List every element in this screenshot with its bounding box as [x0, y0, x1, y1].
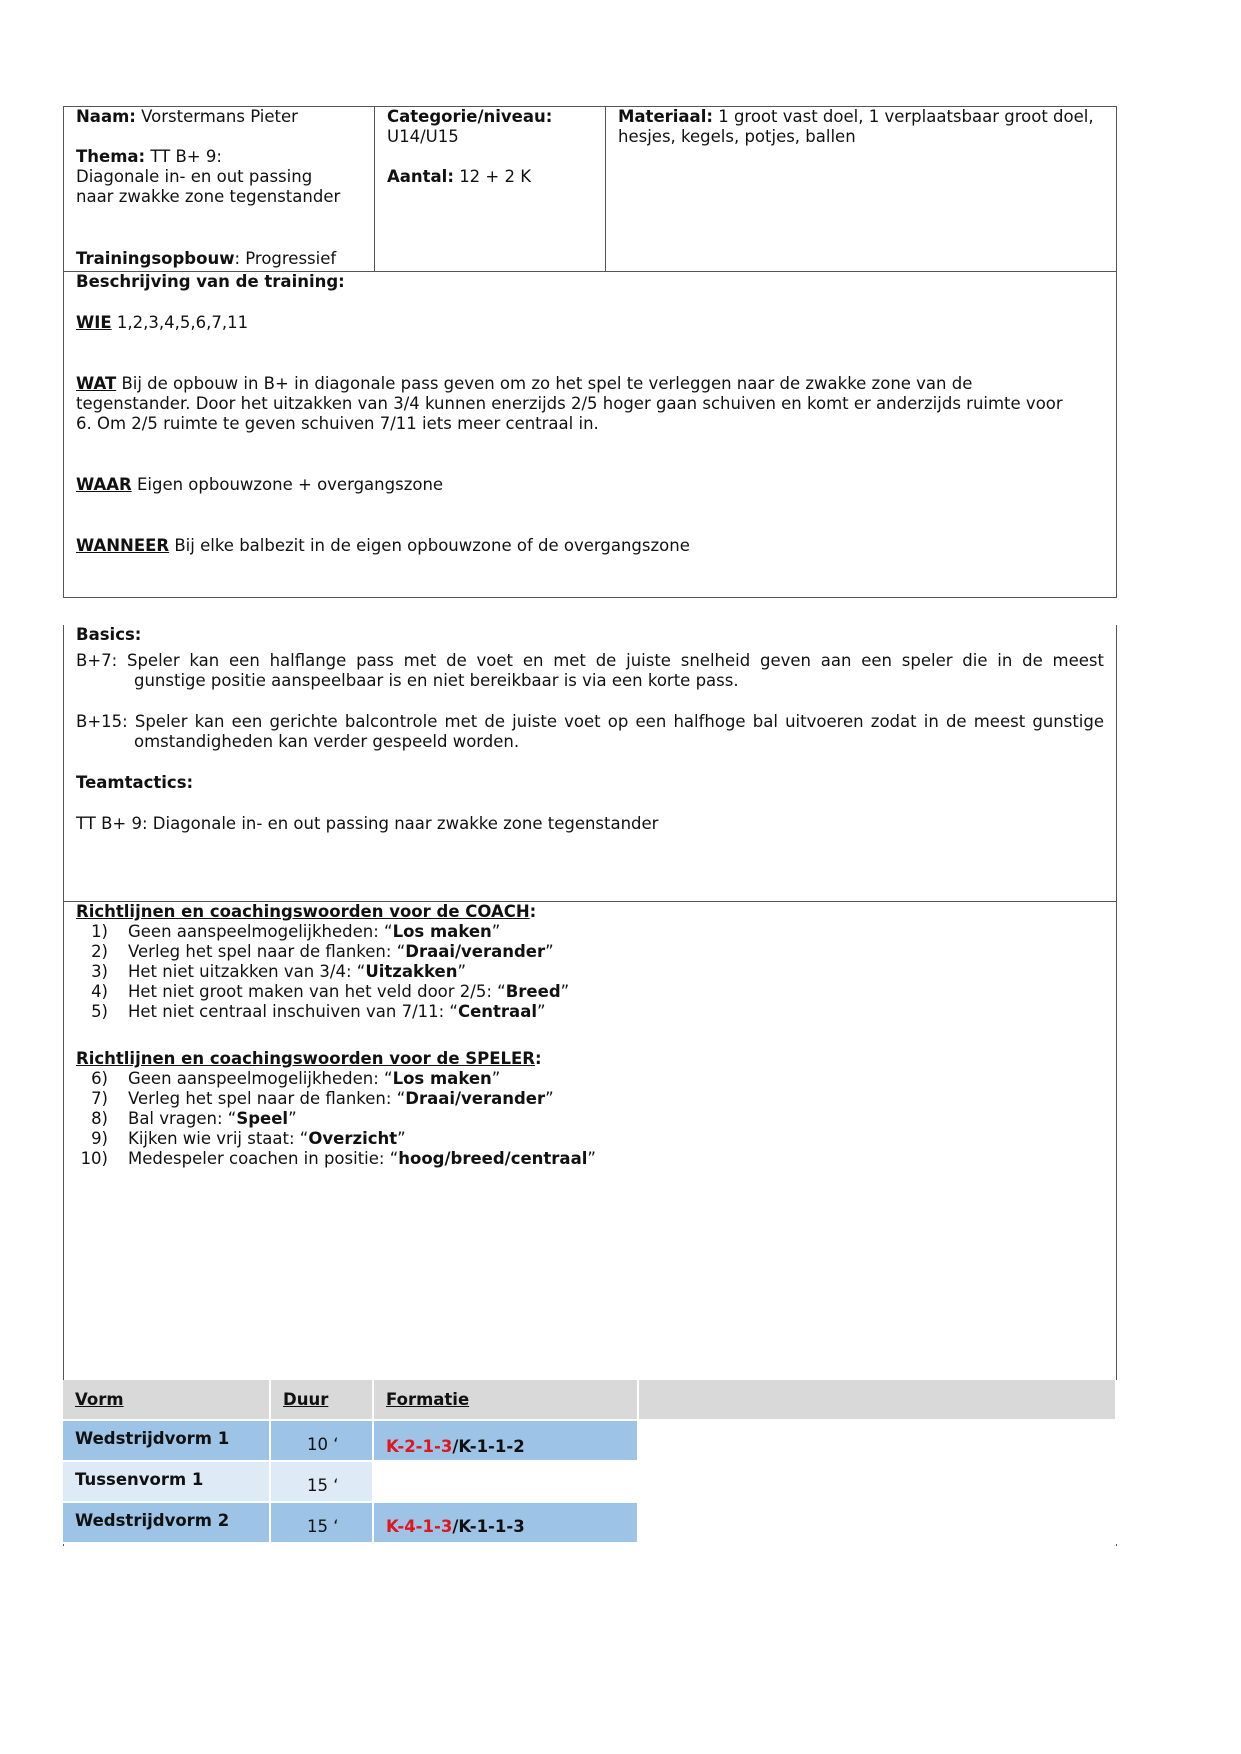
materiaal-line-2: hesjes, kegels, potjes, ballen	[618, 127, 856, 146]
list-item-quote: ”	[397, 1129, 406, 1148]
list-item-text: Verleg het spel naar de flanken: “	[128, 942, 406, 961]
list-item-keyword: Draai/verander	[405, 942, 546, 961]
list-item-number: 8)	[91, 1109, 108, 1128]
formatie-opponent: /K-1-1-2	[452, 1437, 525, 1456]
formatie-opponent: /K-1-1-3	[452, 1517, 525, 1536]
list-item-number: 9)	[91, 1129, 108, 1148]
aantal-label: Aantal:	[387, 167, 454, 186]
table-row	[63, 1503, 1117, 1544]
aantal-value: 12 + 2 K	[459, 167, 532, 186]
list-item-number: 5)	[91, 1002, 108, 1021]
basics-b15-line-1: B+15: Speler kan een gerichte balcontrole met de juiste voet op een halfhoge bal uitvoeren zodat in de meest gunstige	[76, 712, 1104, 731]
list-item-keyword: Speel	[236, 1109, 289, 1128]
formatie-own: K-4-1-3	[386, 1517, 453, 1536]
coach-list	[76, 922, 1104, 1022]
waar-label: WAAR	[76, 475, 132, 494]
wat-label: WAT	[76, 374, 117, 393]
list-item-quote: ”	[288, 1109, 297, 1128]
list-item	[76, 1069, 1104, 1089]
list-item-text: Het niet uitzakken van 3/4: “	[128, 962, 366, 981]
naam-label: Naam:	[76, 107, 136, 126]
table-row	[63, 1462, 1117, 1503]
opbouw-label: Trainingsopbouw	[76, 249, 235, 268]
speler-list	[76, 1069, 1104, 1169]
list-item-text: Het niet centraal inschuiven van 7/11: “	[128, 1002, 458, 1021]
list-item-number: 1)	[91, 922, 108, 941]
coaching-section	[63, 902, 1117, 1410]
header-cell-categorie	[375, 107, 606, 271]
formatie-own: K-2-1-3	[386, 1437, 453, 1456]
list-item-text: Verleg het spel naar de flanken: “	[128, 1089, 406, 1108]
speler-title	[76, 1049, 1104, 1069]
list-item-number: 6)	[91, 1069, 108, 1088]
schedule-table	[63, 1380, 1117, 1544]
list-item-number: 2)	[91, 942, 108, 961]
list-item-text: Geen aanspeelmogelijkheden: “	[128, 1069, 393, 1088]
row-duur: 10 ‘	[271, 1421, 374, 1462]
list-item-number: 4)	[91, 982, 108, 1001]
row-formatie	[374, 1462, 639, 1503]
header-cell-materiaal	[606, 107, 1116, 271]
row-formatie	[374, 1421, 639, 1462]
list-item-keyword: Los maken	[392, 1069, 492, 1088]
list-item-keyword: hoog/breed/centraal	[398, 1149, 588, 1168]
col-header-vorm: Vorm	[63, 1380, 271, 1421]
coach-title-text: Richtlijnen en coachingswoorden voor de COACH	[76, 902, 530, 921]
list-item-number: 3)	[91, 962, 108, 981]
basics-b15-line-2: omstandigheden kan verder gespeeld worden.	[134, 732, 520, 751]
row-empty	[639, 1421, 1117, 1462]
list-item-text: Medespeler coachen in positie: “	[128, 1149, 399, 1168]
list-item	[76, 962, 1104, 982]
naam-value: Vorstermans Pieter	[141, 107, 298, 126]
list-item	[76, 1149, 1104, 1169]
schedule-header-row	[63, 1380, 1117, 1421]
thema-label: Thema:	[76, 147, 146, 166]
categorie-label: Categorie/niveau:	[387, 107, 553, 126]
teamtactics-value: TT B+ 9: Diagonale in- en out passing naar zwakke zone tegenstander	[76, 814, 659, 833]
list-item-quote: ”	[560, 982, 570, 1001]
list-item	[76, 942, 1104, 962]
basics-section	[63, 625, 1117, 902]
list-item-keyword: Overzicht	[308, 1129, 398, 1148]
list-item-quote: ”	[545, 1089, 554, 1108]
speler-title-colon: :	[535, 1049, 542, 1068]
list-item	[76, 1002, 1104, 1022]
row-vorm: Tussenvorm 1	[63, 1462, 271, 1503]
list-item-quote: ”	[491, 922, 501, 941]
opbouw-value: : Progressief	[234, 249, 337, 268]
beschrijving-title: Beschrijving van de training:	[76, 272, 345, 291]
list-item-keyword: Los maken	[392, 922, 492, 941]
row-duur: 15 ‘	[271, 1462, 374, 1503]
basics-title: Basics:	[76, 625, 142, 644]
materiaal-label: Materiaal:	[618, 107, 713, 126]
list-item	[76, 982, 1104, 1002]
list-item-text: Bal vragen: “	[128, 1109, 237, 1128]
header-table	[63, 106, 1117, 271]
list-item-keyword: Uitzakken	[365, 962, 458, 981]
coach-title-colon: :	[529, 902, 537, 921]
list-item-text: Geen aanspeelmogelijkheden: “	[128, 922, 393, 941]
row-empty	[639, 1462, 1117, 1503]
list-item	[76, 1109, 1104, 1129]
list-item-keyword: Centraal	[457, 1002, 537, 1021]
list-item-quote: ”	[457, 962, 467, 981]
coach-title	[76, 902, 1104, 922]
materiaal-value: 1 groot vast doel, 1 verplaatsbaar groot doel,	[718, 107, 1094, 126]
wie-label: WIE	[76, 313, 112, 332]
list-item-keyword: Draai/verander	[405, 1089, 546, 1108]
list-item-quote: ”	[536, 1002, 546, 1021]
row-empty	[639, 1503, 1117, 1544]
wat-line-2: tegenstander. Door het uitzakken van 3/4 kunnen enerzijds 2/5 hoger gaan schuiven en komt er anderzijds ruimte voor	[76, 394, 1063, 413]
col-header-empty	[639, 1380, 1117, 1421]
waar-value: Eigen opbouwzone + overgangszone	[136, 475, 444, 494]
list-item-number: 7)	[91, 1089, 108, 1108]
header-cell-naam	[64, 107, 375, 271]
speler-title-text: Richtlijnen en coachingswoorden voor de SPELER	[76, 1049, 536, 1068]
col-header-formatie: Formatie	[374, 1380, 639, 1421]
list-item-keyword: Breed	[505, 982, 561, 1001]
wat-line-1: Bij de opbouw in B+ in diagonale pass geven om zo het spel te verleggen naar de zwakke zone van de	[121, 374, 973, 393]
list-item-text: Kijken wie vrij staat: “	[128, 1129, 309, 1148]
row-duur: 15 ‘	[271, 1503, 374, 1544]
teamtactics-title: Teamtactics:	[76, 773, 194, 792]
list-item	[76, 1089, 1104, 1109]
wat-paragraph	[76, 374, 1104, 394]
list-item	[76, 922, 1104, 942]
list-item-number: 10)	[80, 1149, 108, 1168]
table-row	[63, 1421, 1117, 1462]
list-item-quote: ”	[545, 942, 554, 961]
wie-value: 1,2,3,4,5,6,7,11	[116, 313, 249, 332]
thema-value: TT B+ 9:	[150, 147, 222, 166]
list-item	[76, 1129, 1104, 1149]
basics-b7-line-2: gunstige positie aanspeelbaar is en niet bereikbaar is via een korte pass.	[134, 671, 739, 690]
training-sheet	[63, 106, 1117, 1410]
basics-b7-line-1: B+7: Speler kan een halflange pass met de voet en met de juiste snelheid geven aan een speler die in de meest	[76, 651, 1104, 670]
row-vorm: Wedstrijdvorm 2	[63, 1503, 271, 1544]
wanneer-value: Bij elke balbezit in de eigen opbouwzone of de overgangszone	[174, 536, 690, 555]
categorie-value: U14/U15	[387, 127, 459, 146]
col-header-duur: Duur	[271, 1380, 374, 1421]
wanneer-label: WANNEER	[76, 536, 170, 555]
beschrijving-section	[63, 271, 1117, 598]
list-item-text: Het niet groot maken van het veld door 2/5: “	[128, 982, 506, 1001]
row-vorm: Wedstrijdvorm 1	[63, 1421, 271, 1462]
list-item-quote: ”	[587, 1149, 596, 1168]
thema-line-3: naar zwakke zone tegenstander	[76, 187, 341, 206]
thema-line-2: Diagonale in- en out passing	[76, 167, 313, 186]
wat-line-3: 6. Om 2/5 ruimte te geven schuiven 7/11 iets meer centraal in.	[76, 414, 599, 433]
row-formatie	[374, 1503, 639, 1544]
list-item-quote: ”	[491, 1069, 501, 1088]
